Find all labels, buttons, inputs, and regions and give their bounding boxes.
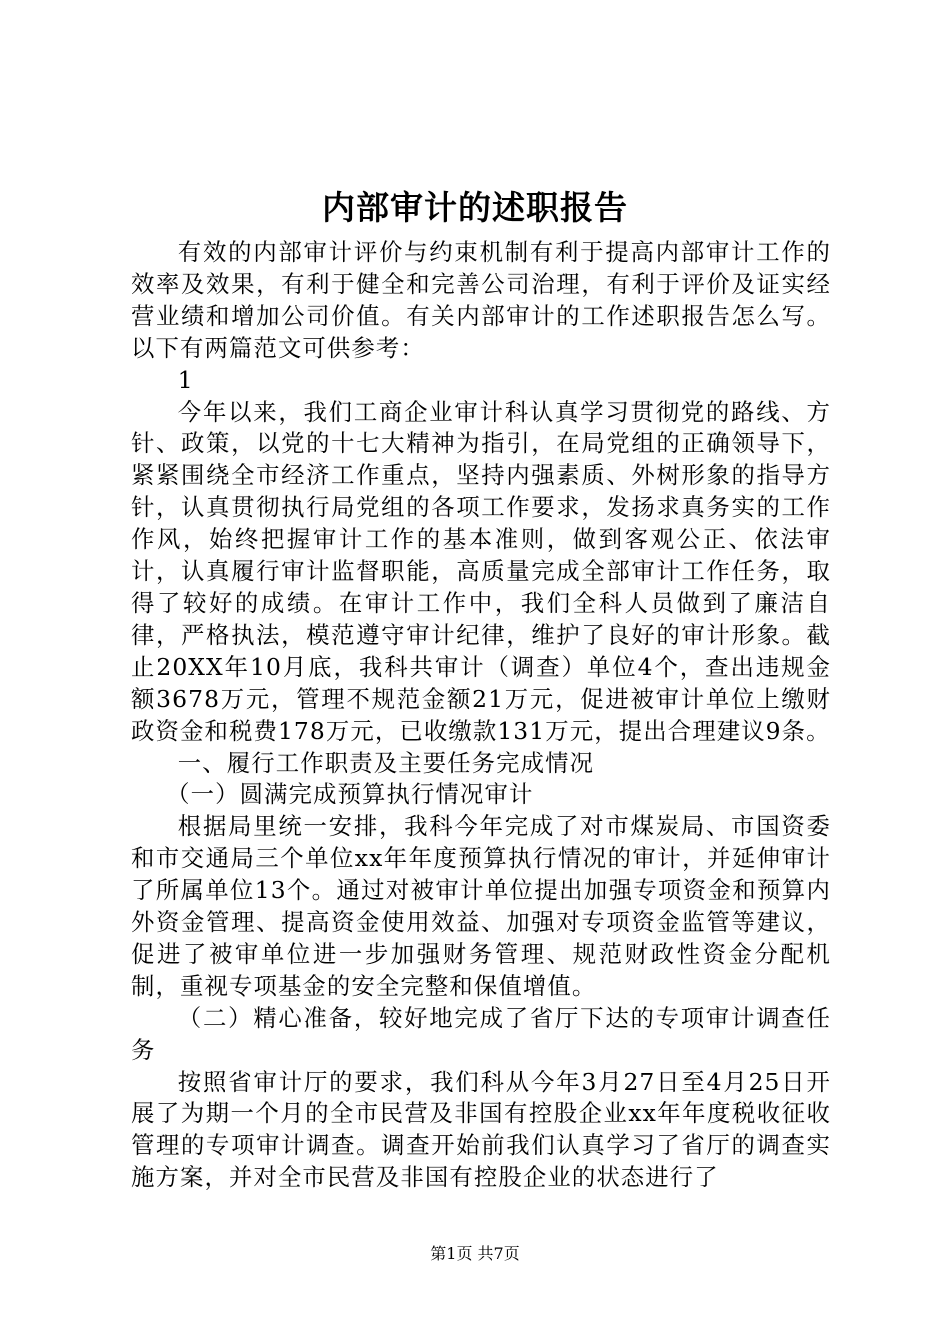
section-heading-1: 一、履行工作职责及主要任务完成情况 <box>177 748 595 777</box>
body-paragraph-1: 今年以来，我们工商企业审计科认真学习贯彻党的路线、方针、政策，以党的十七大精神为指引，在局党组的正确领导下，紧紧围绕全市经济工作重点，坚持内强素质、外树形象的指导方针，认真贯彻执行局党组的各项工作要求，发扬求真务实的工作作风，始终把握审计工作的基本准则，做到客观公正、依法审计，认真履行审计监督职能，高质量完成全部审计工作任务，取得了较好的成绩。在审计工作中，我们全科人员做到了廉洁自律，严格执法，模范遵守审计纪律，维护了良好的审计形象。截止20XX年10月底，我科共审计（调查）单位4个，查出违规金额3678万元，管理不规范金额21万元，促进被审计单位上缴财政资金和税费178万元，已收缴款131万元，提出合理建议9条。 <box>131 397 831 745</box>
document-title: 内部审计的述职报告 <box>322 188 628 227</box>
section-number: 1 <box>177 365 194 394</box>
subsection-heading-1: （一）圆满完成预算执行情况审计 <box>166 780 534 809</box>
body-paragraph-2: 根据局里统一安排，我科今年完成了对市煤炭局、市国资委和市交通局三个单位xx年年度预算执行情况的审计，并延伸审计了所属单位13个。通过对被审计单位提出加强专项资金和预算内外资金管理、提高资金使用效益、加强对专项资金监管等建议，促进了被审单位进一步加强财务管理、规范财政性资金分配机制，重视专项基金的安全完整和保值增值。 <box>131 812 831 1000</box>
page-footer: 第1页 共7页 <box>430 1244 520 1263</box>
document-body <box>131 237 831 1194</box>
body-paragraph-3: 按照省审计厅的要求，我们科从今年3月27日至4月25日开展了为期一个月的全市民营及非国有控股企业xx年年度税收征收管理的专项审计调查。调查开始前我们认真学习了省厅的调查实施方案，并对全市民营及非国有控股企业的状态进行了 <box>131 1067 831 1192</box>
intro-paragraph: 有效的内部审计评价与约束机制有利于提高内部审计工作的效率及效果，有利于健全和完善公司治理，有利于评价及证实经营业绩和增加公司价值。有关内部审计的工作述职报告怎么写。以下有两篇范文可供参考： <box>131 238 831 362</box>
subsection-heading-2: （二）精心准备，较好地完成了省厅下达的专项审计调查任务 <box>131 1003 831 1064</box>
